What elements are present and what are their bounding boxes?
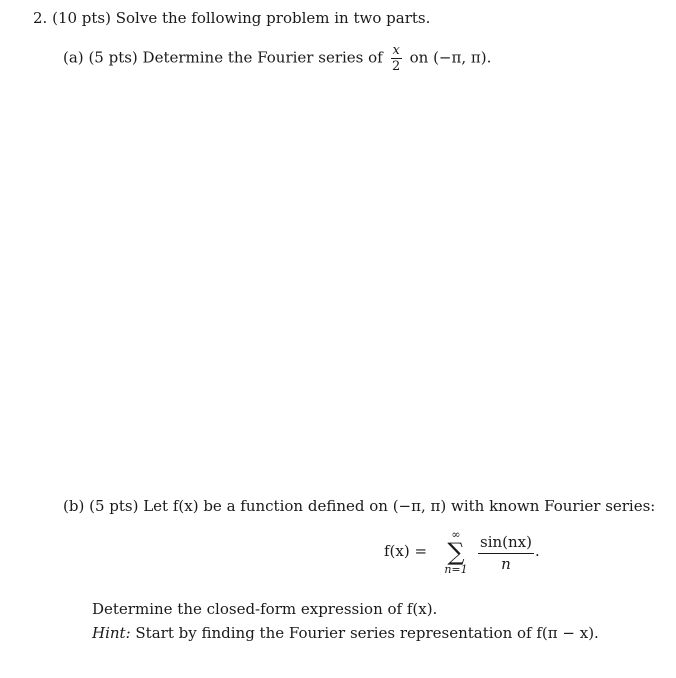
series-term-fraction	[478, 534, 534, 574]
formula-lhs: f(x) =	[384, 542, 428, 560]
series-term-numerator: sin(nx)	[478, 534, 534, 554]
part-a-label: (a)	[63, 48, 84, 67]
part-b-hint	[92, 623, 599, 643]
part-b-text: (5 pts) Let f(x) be a function defined on (−π, π) with known Fourier series:	[89, 497, 656, 515]
problem-number: 2.	[33, 9, 48, 27]
part-b-statement	[63, 496, 655, 516]
summation-lower-limit: n=1	[444, 563, 468, 576]
problem-heading	[33, 8, 430, 28]
series-term-denominator: n	[501, 555, 511, 573]
part-a-text: (5 pts) Determine the Fourier series of	[88, 48, 383, 67]
part-a-fraction-numerator: x	[392, 43, 400, 58]
summation-upper-limit: ∞	[451, 528, 461, 541]
problem-intro: (10 pts) Solve the following problem in two parts.	[52, 9, 431, 27]
formula-period: .	[535, 542, 540, 560]
part-b-instruction: Determine the closed-form expression of f(x).	[92, 600, 438, 618]
part-a-fraction-denominator: 2	[392, 59, 401, 74]
summation	[444, 530, 468, 576]
summation-symbol: ∑	[447, 538, 465, 566]
part-b-label: (b)	[63, 497, 85, 515]
part-a-interval: on (−π, π).	[409, 48, 492, 67]
hint-label: Hint:	[92, 624, 131, 642]
part-a-statement	[63, 44, 491, 73]
hint-text: Start by finding the Fourier series representation of f(π − x).	[135, 624, 599, 642]
part-a-fraction	[391, 44, 402, 73]
